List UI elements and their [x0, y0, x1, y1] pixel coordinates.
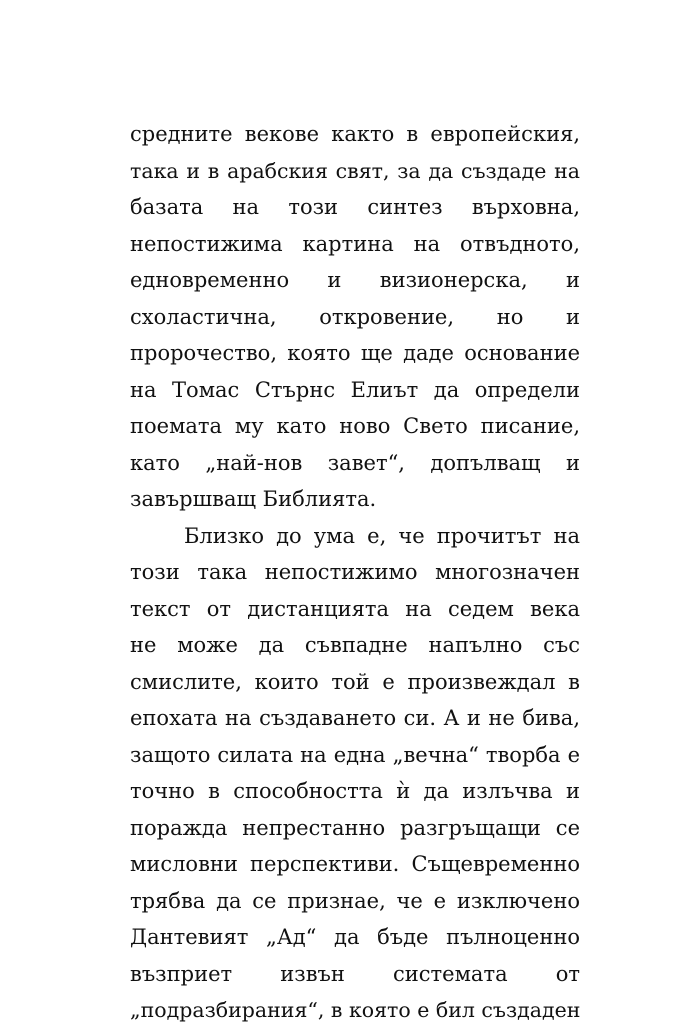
text-line: непостижима картина на отвъдното, — [130, 231, 580, 256]
text-line: епохата на създаването си. А и не бива, — [130, 706, 580, 730]
text-line: текст от дистанцията на седем века — [130, 596, 580, 621]
paragraph-first-line: Близко до ума е, че прочитът на — [184, 523, 580, 548]
text-line: не може да съвпадне напълно със — [130, 633, 580, 657]
text-line: поражда непрестанно разгръщащи се — [130, 815, 580, 840]
text-line: едновременно и визионерска, и — [130, 268, 580, 292]
text-line: точно в способността ѝ да излъчва и — [130, 779, 580, 803]
text-line: като „най-нов завет“, допълващ и — [130, 450, 580, 475]
text-line: трябва да се признае, че е изключено — [130, 888, 580, 913]
text-line: смислите, които той е произвеждал в — [130, 669, 580, 694]
text-line: схоластична, откровение, но и — [130, 304, 580, 329]
text-line: базата на този синтез върховна, — [130, 195, 580, 219]
text-line: „подразбирания“, в която е бил създаден — [130, 998, 581, 1022]
text-line: така и в арабския свят, за да създаде на — [130, 158, 580, 183]
text-line: средните векове както в европейския, — [130, 122, 580, 146]
text-line: на Томас Стърнс Елиът да определи — [130, 377, 580, 402]
book-page-text — [130, 116, 581, 1022]
text-line: поемата му като ново Свето писание, — [130, 414, 580, 438]
text-line: Дантевият „Ад“ да бъде пълноценно — [130, 925, 580, 949]
text-line: пророчество, която ще даде основание — [130, 341, 580, 365]
paragraph-last-line: завършващ Библията. — [130, 487, 377, 511]
text-line: възприет извън системата от — [130, 961, 580, 986]
text-line: този така непостижимо многозначен — [130, 560, 580, 584]
text-line: защото силата на една „вечна“ творба е — [130, 742, 580, 767]
text-line: мисловни перспективи. Същевременно — [130, 852, 580, 876]
